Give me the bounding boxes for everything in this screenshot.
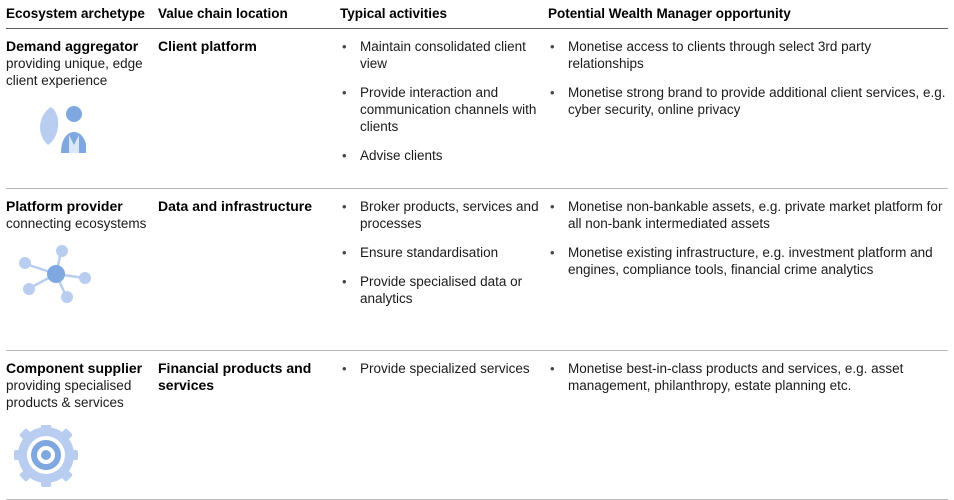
activities-list	[340, 198, 540, 307]
activities-list	[340, 38, 540, 164]
list-item: • Advise clients	[340, 147, 540, 164]
value-chain-title: Financial products and services	[158, 360, 312, 393]
opportunity-list	[548, 198, 948, 278]
list-item: • Monetise access to clients through select 3rd party relationships	[548, 38, 948, 72]
list-item: • Provide interaction and communication channels with clients	[340, 84, 540, 135]
column-header-activities: Typical activities	[340, 6, 448, 21]
list-item: • Ensure standardisation	[340, 244, 540, 261]
list-item: • Maintain consolidated client view	[340, 38, 540, 72]
opportunity-list	[548, 360, 948, 394]
archetype-cell	[6, 360, 158, 489]
network-nodes-icon	[6, 244, 150, 308]
opportunity-cell	[548, 38, 948, 118]
list-item: • Monetise non-bankable assets, e.g. private market platform for all non-bank intermediated assets	[548, 198, 948, 232]
gear-target-icon	[6, 425, 150, 489]
activities-cell	[340, 360, 548, 377]
archetype-subtitle: providing unique, edge client experience	[6, 56, 143, 88]
archetype-title: Component supplier	[6, 360, 143, 376]
value-chain-cell	[158, 38, 340, 55]
column-header-archetype: Ecosystem archetype	[6, 6, 145, 21]
list-item: • Broker products, services and processes	[340, 198, 540, 232]
value-chain-title: Data and infrastructure	[158, 198, 313, 214]
archetype-subtitle: providing specialised products & services	[6, 378, 132, 410]
list-item: • Monetise best-in-class products and services, e.g. asset management, philanthropy, estate planning etc.	[548, 360, 948, 394]
value-chain-cell	[158, 360, 340, 394]
archetype-title: Platform provider	[6, 198, 123, 214]
list-item: • Provide specialized services	[340, 360, 540, 377]
archetype-title: Demand aggregator	[6, 38, 139, 54]
archetype-subtitle: connecting ecosystems	[6, 216, 147, 231]
list-item: • Monetise existing infrastructure, e.g. investment platform and engines, compliance tools, financial crime analytics	[548, 244, 948, 278]
table-row	[6, 351, 948, 500]
activities-cell	[340, 198, 548, 307]
value-chain-cell	[158, 198, 340, 215]
person-with-leaf-icon	[6, 101, 150, 165]
opportunity-cell	[548, 198, 948, 278]
activities-cell	[340, 38, 548, 164]
list-item: • Provide specialised data or analytics	[340, 273, 540, 307]
value-chain-title: Client platform	[158, 38, 257, 54]
opportunity-cell	[548, 360, 948, 394]
table-header-row	[6, 0, 948, 29]
list-item: • Monetise strong brand to provide additional client services, e.g. cyber security, online privacy	[548, 84, 948, 118]
opportunity-list	[548, 38, 948, 118]
table-row	[6, 29, 948, 189]
archetype-cell	[6, 198, 158, 308]
activities-list	[340, 360, 540, 377]
table-row	[6, 189, 948, 351]
column-header-value-chain: Value chain location	[158, 6, 288, 21]
column-header-opportunity: Potential Wealth Manager opportunity	[548, 6, 791, 21]
archetype-cell	[6, 38, 158, 165]
